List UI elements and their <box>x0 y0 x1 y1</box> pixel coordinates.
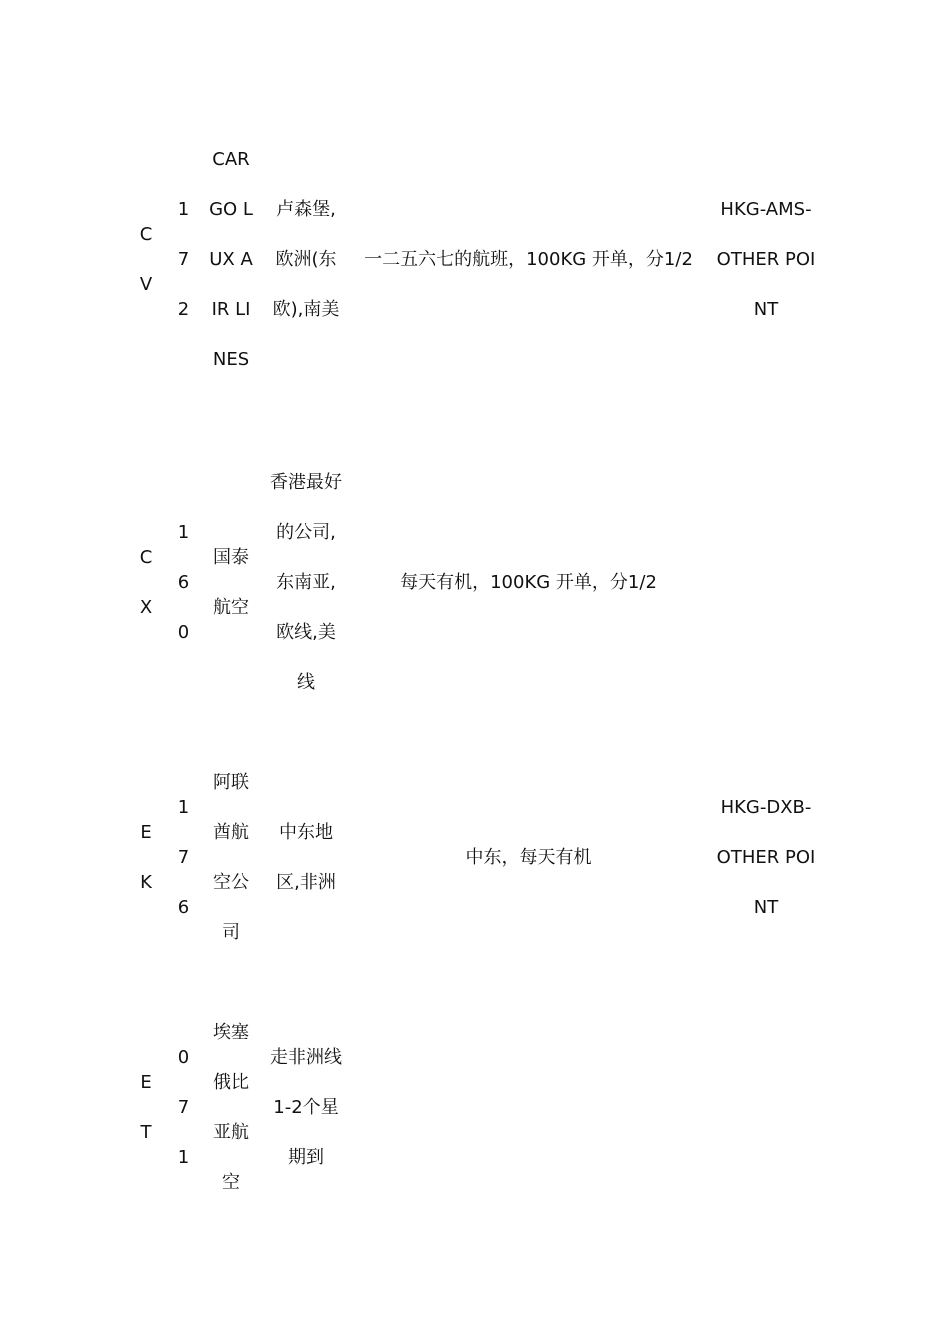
awb-prefix: 172 <box>177 199 190 320</box>
region-cell <box>266 758 346 958</box>
airline-name-cell <box>206 110 256 410</box>
region-cell <box>266 1008 346 1208</box>
note-cell <box>351 110 706 410</box>
awb-prefix: 160 <box>177 522 190 643</box>
airline-code-cell <box>126 758 166 958</box>
region: 走非洲线1-2个星期到 <box>270 1047 342 1168</box>
region: 香港最好的公司,东南亚,欧线,美线 <box>270 472 342 693</box>
airline-name: 阿联酋航空公司 <box>213 772 249 943</box>
route: HKG-AMS-OTHER POINT <box>716 199 816 320</box>
awb-prefix-cell <box>171 110 196 410</box>
route: HKG-DXB-OTHER POINT <box>716 797 816 918</box>
airline-code: CX <box>139 547 153 618</box>
airline-code: CV <box>139 224 153 295</box>
airline-name-cell <box>206 1008 256 1208</box>
awb-prefix-cell <box>171 758 196 958</box>
airline-code-cell <box>126 1008 166 1208</box>
awb-prefix-cell <box>171 1008 196 1208</box>
airline-code-cell <box>126 110 166 410</box>
route-cell <box>711 458 821 708</box>
note: 中东，每天有机 <box>465 847 592 868</box>
route-cell <box>711 1008 821 1208</box>
route-cell <box>711 110 821 410</box>
airline-code-cell <box>126 458 166 708</box>
route-cell <box>711 758 821 958</box>
region: 卢森堡,欧洲(东欧),南美 <box>272 199 340 320</box>
table-row <box>126 110 826 410</box>
airline-code: EK <box>140 822 152 893</box>
region-cell <box>266 110 346 410</box>
awb-prefix: 071 <box>177 1047 190 1168</box>
airline-table <box>126 110 826 1208</box>
note-cell <box>351 758 706 958</box>
note: 每天有机，100KG 开单，分1/2 <box>400 572 657 593</box>
region-cell <box>266 458 346 708</box>
airline-name-cell <box>206 758 256 958</box>
table-row <box>126 758 826 958</box>
table-row <box>126 1008 826 1208</box>
region: 中东地区,非洲 <box>276 822 336 893</box>
note-cell <box>351 458 706 708</box>
row-spacer <box>126 410 826 458</box>
airline-name-cell <box>206 458 256 708</box>
table-row <box>126 458 826 708</box>
awb-prefix: 176 <box>177 797 190 918</box>
row-spacer <box>126 958 826 1008</box>
row-spacer <box>126 708 826 758</box>
note-cell <box>351 1008 706 1208</box>
awb-prefix-cell <box>171 458 196 708</box>
airline-name: 埃塞俄比亚航空 <box>213 1022 249 1193</box>
airline-name: 国泰航空 <box>213 547 249 618</box>
note: 一二五六七的航班，100KG 开单，分1/2 <box>364 249 693 270</box>
airline-code: ET <box>140 1072 152 1143</box>
airline-name: CARGO LUX AIR LINES <box>209 149 253 370</box>
